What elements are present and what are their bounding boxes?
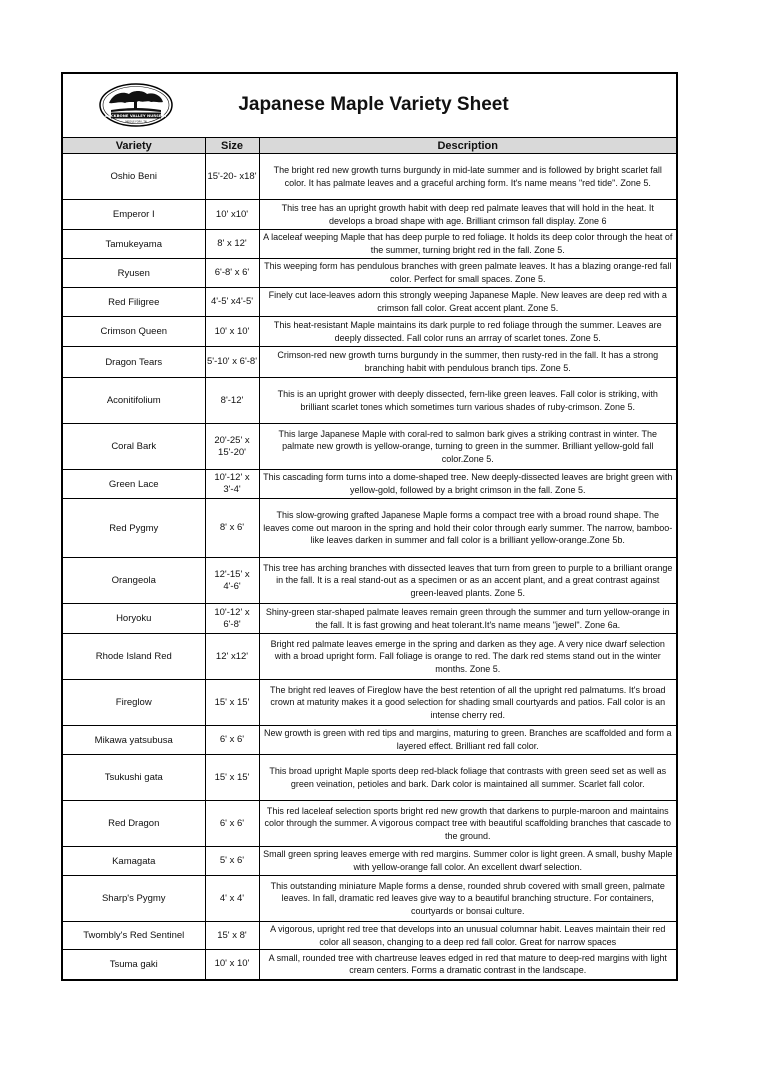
variety-cell: Orangeola — [63, 558, 205, 604]
size-cell: 12' x12' — [205, 634, 259, 680]
variety-cell: Oshio Beni — [63, 154, 205, 200]
table-row — [63, 876, 676, 922]
size-cell: 5'-10' x 6'-8' — [205, 347, 259, 378]
size-cell: 10' x 10' — [205, 317, 259, 347]
variety-cell: Red Pygmy — [63, 499, 205, 558]
variety-cell: Emperor I — [63, 200, 205, 230]
variety-cell: Crimson Queen — [63, 317, 205, 347]
table-row — [63, 230, 676, 259]
table-row — [63, 922, 676, 950]
table-row — [63, 378, 676, 424]
size-cell: 10' x10' — [205, 200, 259, 230]
table-row — [63, 499, 676, 558]
variety-cell: Kamagata — [63, 847, 205, 876]
size-cell: 12'-15' x 4'-6' — [205, 558, 259, 604]
table-row — [63, 755, 676, 801]
description-cell: A laceleaf weeping Maple that has deep purple to red foliage. It holds its deep color through the heat of the summer, turning bright red in the fall. Zone 5. — [259, 230, 676, 259]
size-cell: 8'-12' — [205, 378, 259, 424]
table-row — [63, 680, 676, 726]
description-cell: This red laceleaf selection sports bright red new growth that darkens to purple-maroon and maintains color through the summer. A vigorous compact tree with beautiful scaffolding branches that cascade to the ground. — [259, 801, 676, 847]
description-cell: Small green spring leaves emerge with red margins. Summer color is light green. A small, bushy Maple with yellow-orange fall color. An excellent dwarf selection. — [259, 847, 676, 876]
size-cell: 10' x 10' — [205, 950, 259, 979]
variety-cell: Sharp's Pygmy — [63, 876, 205, 922]
column-header-size: Size — [205, 138, 259, 154]
variety-cell: Coral Bark — [63, 424, 205, 470]
size-cell: 8' x 12' — [205, 230, 259, 259]
variety-sheet — [61, 72, 678, 981]
variety-table — [63, 138, 676, 979]
table-row — [63, 847, 676, 876]
variety-cell: Green Lace — [63, 470, 205, 499]
description-cell: This tree has arching branches with dissected leaves that turn from green to purple to a brilliant orange in the fall. It is a real stand-out as a specimen or as an accent plant, and a great contrast against green-leaved plants. Zone 5. — [259, 558, 676, 604]
description-cell: Shiny-green star-shaped palmate leaves remain green through the summer and turn yellow-orange in the fall. It is fast growing and heat tolerant.It's name means "jewel". Zone 6a. — [259, 604, 676, 634]
description-cell: This is an upright grower with deeply dissected, fern-like green leaves. Fall color is striking, with brilliant scarlet tones which sometimes turn various shades of ruby-crimson. Zone 5. — [259, 378, 676, 424]
table-row — [63, 154, 676, 200]
size-cell: 4'-5' x4'-5' — [205, 288, 259, 317]
description-cell: This weeping form has pendulous branches with green palmate leaves. It has a blazing orange-red fall color. Perfect for small spaces. Zone 5. — [259, 259, 676, 288]
column-header-variety: Variety — [63, 138, 205, 154]
column-header-description: Description — [259, 138, 676, 154]
size-cell: 15'-20- x18' — [205, 154, 259, 200]
variety-cell: Red Filigree — [63, 288, 205, 317]
description-cell: Bright red palmate leaves emerge in the spring and darken as they age. A very nice dwarf selection with a broad upright form. Fall foliage is orange to red. The dark red stems stand out in the winter months. Zone 5. — [259, 634, 676, 680]
description-cell: This large Japanese Maple with coral-red to salmon bark gives a striking contrast in winter. The palmate new growth is yellow-orange, turning to green in the summer. Brilliant yellow-gold fall color.Zone 5. — [259, 424, 676, 470]
table-row — [63, 801, 676, 847]
variety-cell: Fireglow — [63, 680, 205, 726]
variety-cell: Tsukushi gata — [63, 755, 205, 801]
variety-cell: Rhode Island Red — [63, 634, 205, 680]
table-row — [63, 347, 676, 378]
logo-text: BACKBONE VALLEY NURSERY — [105, 113, 167, 118]
variety-cell: Ryusen — [63, 259, 205, 288]
description-cell: A small, rounded tree with chartreuse leaves edged in red that mature to deep-red margins with light cream centers. Forms a dramatic contrast in the landscape. — [259, 950, 676, 979]
size-cell: 15' x 15' — [205, 680, 259, 726]
description-cell: This heat-resistant Maple maintains its dark purple to red foliage through the summer. Leaves are deeply dissected. Fall color runs an arrray of scarlet tones. Zone 5. — [259, 317, 676, 347]
size-cell: 8' x 6' — [205, 499, 259, 558]
table-row — [63, 317, 676, 347]
table-body — [63, 154, 676, 979]
description-cell: This cascading form turns into a dome-shaped tree. New deeply-dissected leaves are bright green with yellow-gold, followed by a bright crimson in the fall. Zone 5. — [259, 470, 676, 499]
size-cell: 20'-25' x 15'-20' — [205, 424, 259, 470]
table-row — [63, 259, 676, 288]
table-row — [63, 950, 676, 979]
table-row — [63, 288, 676, 317]
table-row — [63, 200, 676, 230]
description-cell: This slow-growing grafted Japanese Maple forms a compact tree with a broad round shape. The leaves come out maroon in the spring and hold their color through early summer. The narrow, bamboo-like leaves darken in summer and fall color is a brilliant yellow-orange.Zone 5b. — [259, 499, 676, 558]
description-cell: The bright red leaves of Fireglow have the best retention of all the upright red palmatums. It's broad crown at maturity makes it a good selection for shading small courtyards and patios. Fall color is an intense cherry red. — [259, 680, 676, 726]
size-cell: 15' x 8' — [205, 922, 259, 950]
sheet-header — [63, 74, 676, 138]
description-cell: Finely cut lace-leaves adorn this strongly weeping Japanese Maple. New leaves are deep red with a crimson fall color. Great accent plant. Zone 5. — [259, 288, 676, 317]
size-cell: 5' x 6' — [205, 847, 259, 876]
table-row — [63, 634, 676, 680]
page-title: Japanese Maple Variety Sheet — [238, 94, 509, 115]
variety-cell: Red Dragon — [63, 801, 205, 847]
table-row — [63, 470, 676, 499]
variety-cell: Tsuma gaki — [63, 950, 205, 979]
description-cell: The bright red new growth turns burgundy in mid-late summer and is followed by bright scarlet fall color. It has palmate leaves and a graceful arching form. It's name means "red tide". Zone 5. — [259, 154, 676, 200]
description-cell: This outstanding miniature Maple forms a dense, rounded shrub covered with small green, palmate leaves. In fall, dramatic red leaves give way to a beautiful branching structure. For containers, courtyards or bonsai culture. — [259, 876, 676, 922]
variety-cell: Aconitifolium — [63, 378, 205, 424]
description-cell: A vigorous, upright red tree that develops into an unusual columnar habit. Leaves maintain their red color all season, changing to a deep red fall color. Great for narrow spaces — [259, 922, 676, 950]
size-cell: 10'-12' x 3'-4' — [205, 470, 259, 499]
size-cell: 4' x 4' — [205, 876, 259, 922]
description-cell: Crimson-red new growth turns burgundy in the summer, then rusty-red in the fall. It has a strong branching habit with pendulous branch tips. Zone 5. — [259, 347, 676, 378]
size-cell: 10'-12' x 6'-8' — [205, 604, 259, 634]
description-cell: New growth is green with red tips and margins, maturing to green. Branches are scaffolded and form a layered effect. Brilliant red fall color. — [259, 726, 676, 755]
variety-cell: Horyoku — [63, 604, 205, 634]
size-cell: 6'-8' x 6' — [205, 259, 259, 288]
size-cell: 6' x 6' — [205, 801, 259, 847]
table-row — [63, 424, 676, 470]
size-cell: 15' x 15' — [205, 755, 259, 801]
variety-cell: Tamukeyama — [63, 230, 205, 259]
logo-subtext: MIDDLE FORK, TN — [125, 120, 147, 124]
description-cell: This broad upright Maple sports deep red-black foliage that contrasts with green seed set as well as green veination, petioles and bark. Dark color is maintained all summer. Scarlet fall color. — [259, 755, 676, 801]
variety-cell: Mikawa yatsubusa — [63, 726, 205, 755]
table-row — [63, 604, 676, 634]
table-row — [63, 558, 676, 604]
description-cell: This tree has an upright growth habit with deep red palmate leaves that will hold in the heat. It develops a broad shape with age. Brilliant crimson fall display. Zone 6 — [259, 200, 676, 230]
variety-cell: Dragon Tears — [63, 347, 205, 378]
size-cell: 6' x 6' — [205, 726, 259, 755]
variety-cell: Twombly's Red Sentinel — [63, 922, 205, 950]
table-row — [63, 726, 676, 755]
table-header-row — [63, 138, 676, 154]
